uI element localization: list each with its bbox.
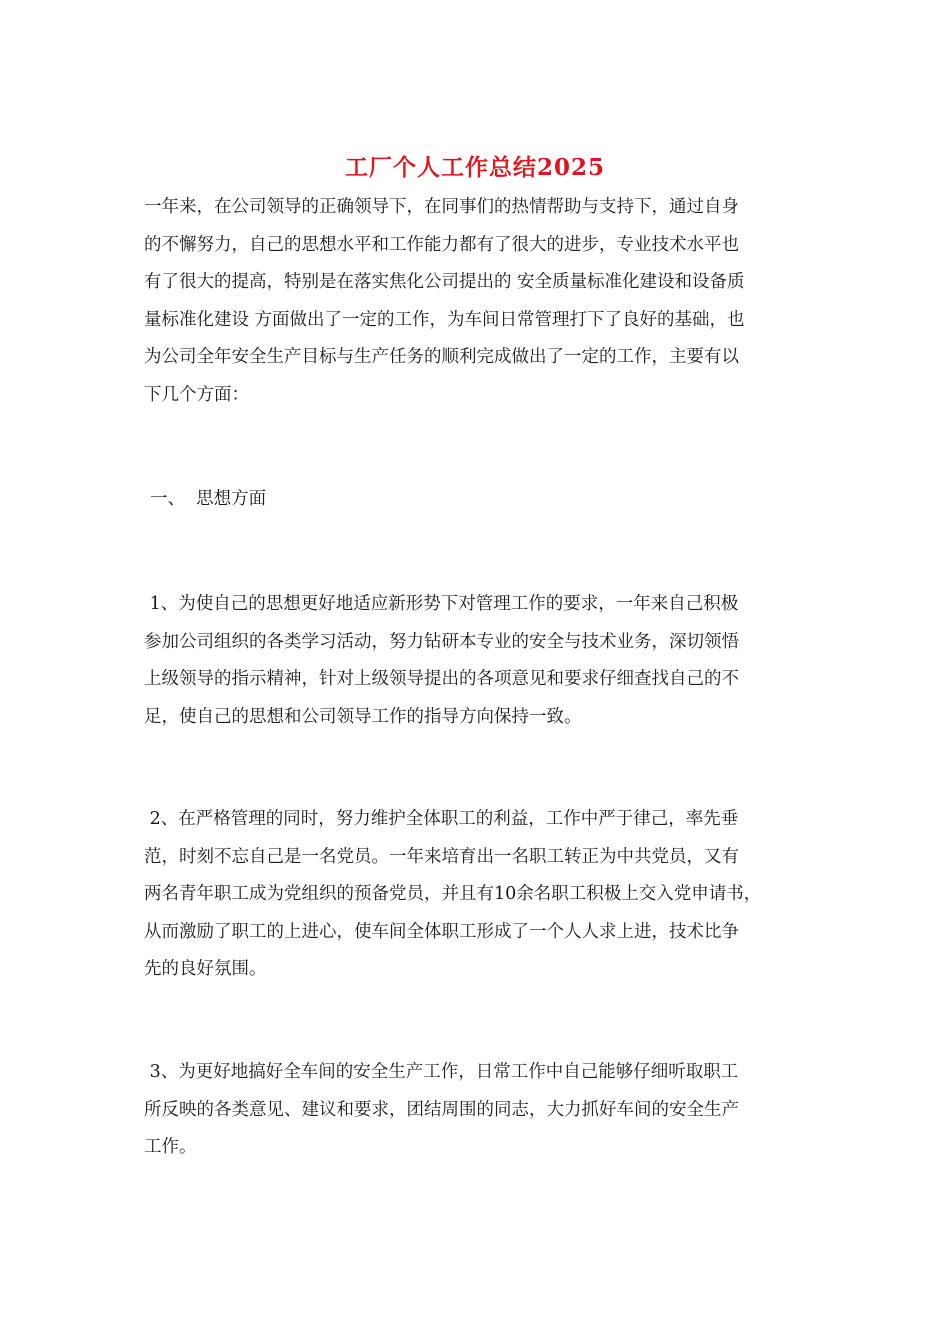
item-2-line: 2、在严格管理的同时，努力维护全体职工的利益，工作中严于律己，率先垂 bbox=[144, 809, 739, 829]
item-1-line: 足，使自己的思想和公司领导工作的指导方向保持一致。 bbox=[144, 706, 582, 727]
section-heading bbox=[150, 481, 830, 519]
item-1-line: 参加公司组织的各类学习活动，努力钻研本专业的安全与技术业务，深切领悟 bbox=[144, 631, 739, 652]
intro-line: 下几个方面： bbox=[144, 384, 249, 405]
section-heading-text: 一、 思想方面 bbox=[150, 489, 267, 509]
item-3-line: 所反映的各类意见、建议和要求，团结周围的同志，大力抓好车间的安全生产 bbox=[144, 1099, 739, 1120]
intro-line: 为公司全年安全生产目标与生产任务的顺利完成做出了一定的工作，主要有以 bbox=[144, 347, 739, 367]
item-2-line: 先的良好氛围。 bbox=[144, 959, 267, 979]
item-2-line: 范，时刻不忘自己是一名党员。一年来培育出一名职工转正为中共党员，又有 bbox=[144, 846, 739, 867]
intro-line: 有了很大的提高，特别是在落实焦化公司提出的 安全质量标准化建设和设备质 bbox=[144, 272, 745, 292]
document-title: 工厂个人工作总结2025 bbox=[344, 154, 605, 181]
intro-line: 的不懈努力，自己的思想水平和工作能力都有了很大的进步，专业技术水平也 bbox=[144, 234, 739, 255]
item-2-line: 两名青年职工成为党组织的预备党员，并且有10余名职工积极上交入党申请书， bbox=[144, 884, 762, 904]
intro-line: 量标准化建设 方面做出了一定的工作，为车间日常管理打下了良好的基础，也 bbox=[144, 309, 745, 330]
item-1-line: 1、为使自己的思想更好地适应新形势下对管理工作的要求，一年来自己积极 bbox=[144, 594, 739, 614]
item-2-line: 从而激励了职工的上进心，使车间全体职工形成了一个人人求上进，技术比争 bbox=[144, 921, 739, 942]
item-3-line: 3、为更好地搞好全车间的安全生产工作，日常工作中自己能够仔细听取职工 bbox=[144, 1062, 739, 1082]
intro-line: 一年来，在公司领导的正确领导下，在同事们的热情帮助与支持下，通过自身 bbox=[144, 197, 739, 217]
item-1-paragraph bbox=[144, 586, 824, 736]
item-1-line: 上级领导的指示精神，针对上级领导提出的各项意见和要求仔细查找自己的不 bbox=[144, 669, 739, 689]
intro-paragraph bbox=[144, 189, 824, 414]
item-2-paragraph bbox=[144, 801, 824, 989]
item-3-line: 工作。 bbox=[144, 1137, 197, 1157]
item-3-paragraph bbox=[144, 1054, 824, 1167]
